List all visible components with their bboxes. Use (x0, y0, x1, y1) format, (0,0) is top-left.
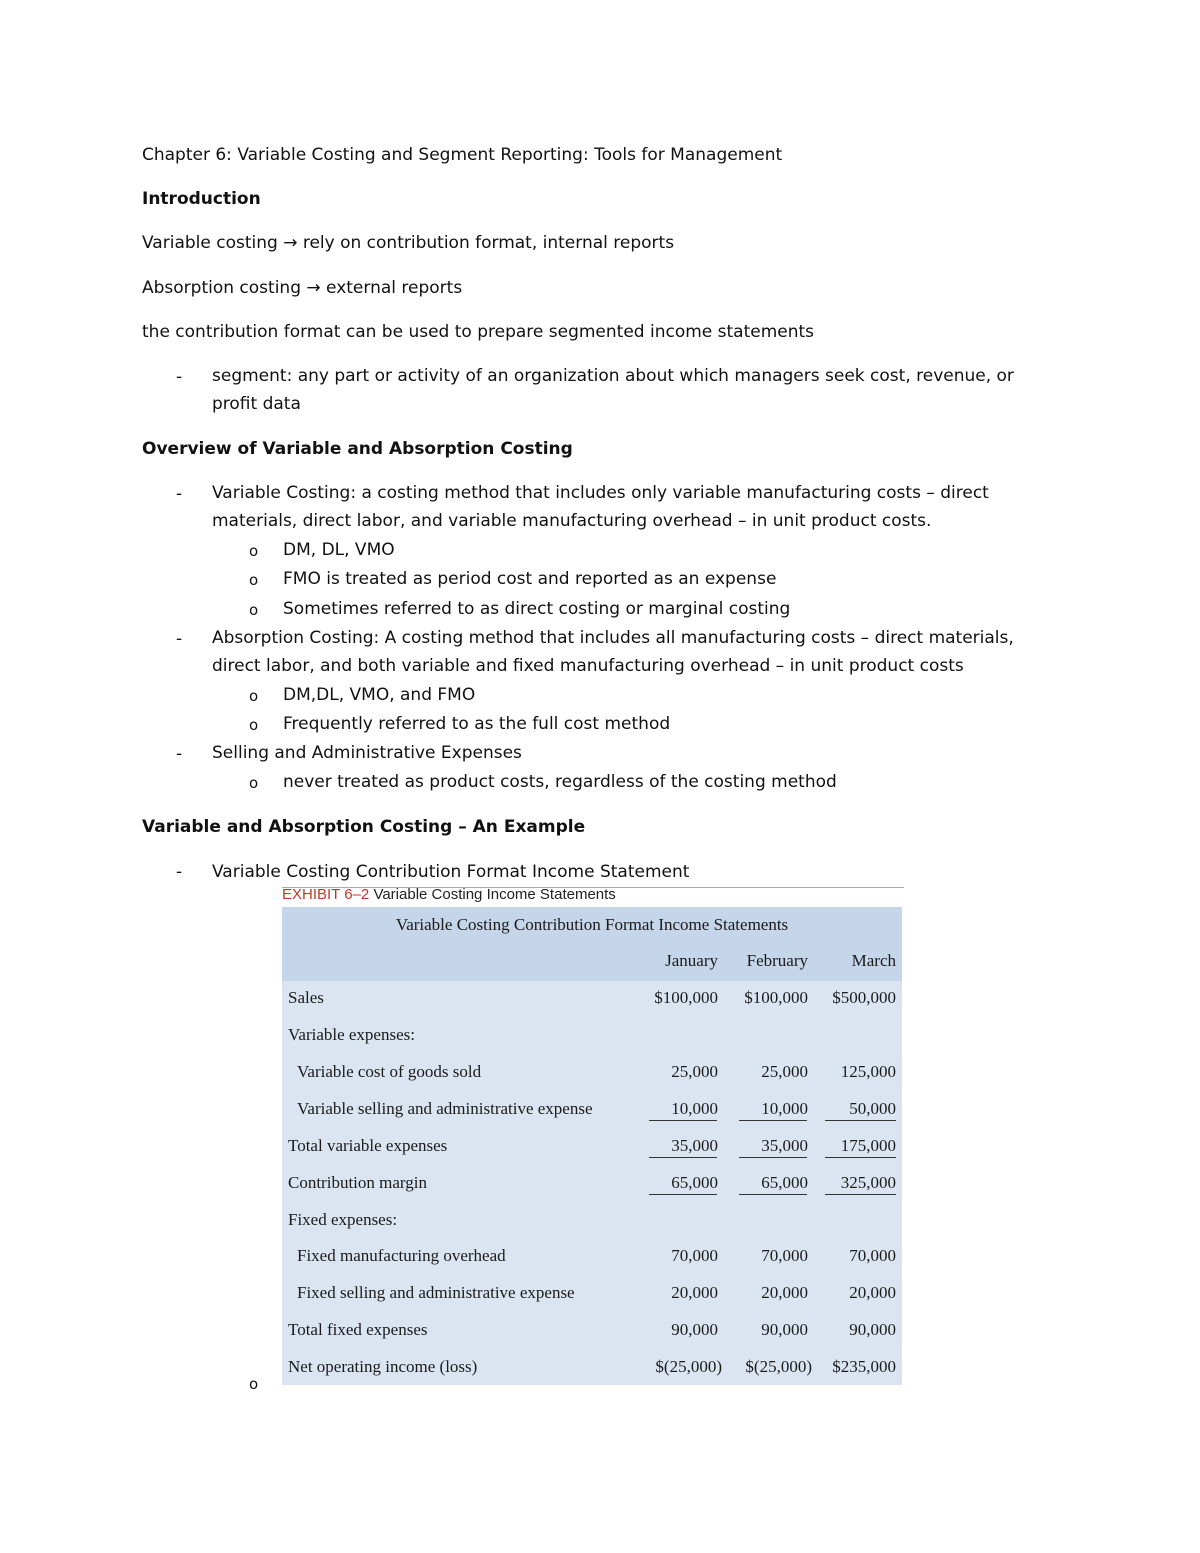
noi-feb: $(25,000) (745, 1357, 812, 1376)
underline (649, 1194, 717, 1195)
bullet-dash: - (176, 862, 183, 882)
row-label-fixed-expenses: Fixed expenses: (288, 1210, 398, 1229)
row-label-contribution-margin: Contribution margin (288, 1173, 427, 1192)
vsga-mar: 50,000 (849, 1099, 896, 1118)
sub-bullet-marker: o (249, 542, 259, 560)
variable-costing-definition: Variable Costing: a costing method that includes only variable manufacturing costs – direct materials, direct labor, and variable manufacturing overhead – in unit product costs. (212, 483, 989, 531)
row-label-fixed-mfg-overhead: Fixed manufacturing overhead (297, 1246, 506, 1265)
vcogs-feb: 25,000 (761, 1062, 808, 1081)
underline (739, 1194, 807, 1195)
exhibit-label: EXHIBIT 6–2 (282, 886, 370, 903)
sub-bullet-marker: o (249, 774, 259, 792)
segment-definition: segment: any part or activity of an organization about which managers seek cost, revenue, or profit data (212, 366, 1014, 414)
bullet-dash: - (176, 484, 183, 504)
tve-mar: 175,000 (840, 1136, 896, 1155)
sub-bullet-marker: o (249, 571, 259, 589)
intro-heading: Introduction (142, 189, 261, 209)
sales-feb: $100,000 (744, 988, 808, 1007)
tve-jan: 35,000 (671, 1136, 718, 1155)
tve-feb: 35,000 (761, 1136, 808, 1155)
underline (825, 1157, 896, 1158)
noi-jan: $(25,000) (655, 1357, 722, 1376)
sales-mar: $500,000 (832, 988, 896, 1007)
fsga-jan: 20,000 (671, 1283, 718, 1302)
row-label-total-fixed: Total fixed expenses (288, 1320, 428, 1339)
column-header-march: March (851, 951, 896, 970)
intro-line-contribution: the contribution format can be used to prepare segmented income statements (142, 322, 815, 342)
underline (739, 1157, 807, 1158)
underline (825, 1120, 896, 1121)
variable-sub-1: DM, DL, VMO (283, 540, 395, 560)
underline (649, 1120, 717, 1121)
row-label-variable-cogs: Variable cost of goods sold (297, 1062, 482, 1081)
fmo-feb: 70,000 (761, 1246, 808, 1265)
noi-mar: $235,000 (832, 1357, 896, 1376)
row-label-variable-sga: Variable selling and administrative expense (297, 1099, 593, 1118)
chapter-title: Chapter 6: Variable Costing and Segment Reporting: Tools for Management (142, 145, 783, 165)
sub-bullet-marker: o (249, 716, 259, 734)
vsga-feb: 10,000 (761, 1099, 808, 1118)
absorption-sub-2: Frequently referred to as the full cost method (283, 714, 671, 734)
sales-jan: $100,000 (654, 988, 718, 1007)
fmo-mar: 70,000 (849, 1246, 896, 1265)
vcogs-mar: 125,000 (840, 1062, 896, 1081)
selling-sub-1: never treated as product costs, regardless of the costing method (283, 772, 837, 792)
example-heading: Variable and Absorption Costing – An Example (142, 817, 586, 837)
exhibit-title (282, 885, 616, 905)
vcogs-jan: 25,000 (671, 1062, 718, 1081)
fsga-mar: 20,000 (849, 1283, 896, 1302)
row-label-fixed-sga: Fixed selling and administrative expense (297, 1283, 575, 1302)
tfe-jan: 90,000 (671, 1320, 718, 1339)
underline (825, 1194, 896, 1195)
row-label-total-variable: Total variable expenses (288, 1136, 448, 1155)
sub-bullet-marker: o (249, 1375, 259, 1393)
exhibit-table-title: Variable Costing Contribution Format Income Statements (395, 915, 789, 934)
cm-feb: 65,000 (761, 1173, 808, 1192)
example-bullet: Variable Costing Contribution Format Income Statement (212, 862, 690, 882)
tfe-feb: 90,000 (761, 1320, 808, 1339)
tfe-mar: 90,000 (849, 1320, 896, 1339)
selling-admin-expenses: Selling and Administrative Expenses (212, 743, 522, 763)
intro-line-variable: Variable costing → rely on contribution format, internal reports (142, 233, 675, 253)
sub-bullet-marker: o (249, 601, 259, 619)
absorption-sub-1: DM,DL, VMO, and FMO (283, 685, 476, 705)
exhibit-name: Variable Costing Income Statements (373, 886, 616, 903)
absorption-costing-definition: Absorption Costing: A costing method that includes all manufacturing costs – direct materials, direct labor, and both variable and fixed manufacturing overhead – in unit product costs (212, 628, 1014, 676)
cm-jan: 65,000 (671, 1173, 718, 1192)
sub-bullet-marker: o (249, 687, 259, 705)
column-header-january: January (665, 951, 718, 970)
variable-sub-3: Sometimes referred to as direct costing or marginal costing (283, 599, 791, 619)
vsga-jan: 10,000 (671, 1099, 718, 1118)
row-label-sales: Sales (288, 988, 324, 1007)
cm-mar: 325,000 (840, 1173, 896, 1192)
column-header-february: February (746, 951, 808, 970)
fsga-feb: 20,000 (761, 1283, 808, 1302)
intro-line-absorption: Absorption costing → external reports (142, 278, 463, 298)
bullet-dash: - (176, 367, 183, 387)
underline (739, 1120, 807, 1121)
fmo-jan: 70,000 (671, 1246, 718, 1265)
bullet-dash: - (176, 629, 183, 649)
variable-sub-2: FMO is treated as period cost and reported as an expense (283, 569, 777, 589)
overview-heading: Overview of Variable and Absorption Costing (142, 439, 573, 459)
row-label-net-operating-income: Net operating income (loss) (288, 1357, 478, 1376)
row-label-variable-expenses: Variable expenses: (288, 1025, 415, 1044)
underline (649, 1157, 717, 1158)
bullet-dash: - (176, 744, 183, 764)
